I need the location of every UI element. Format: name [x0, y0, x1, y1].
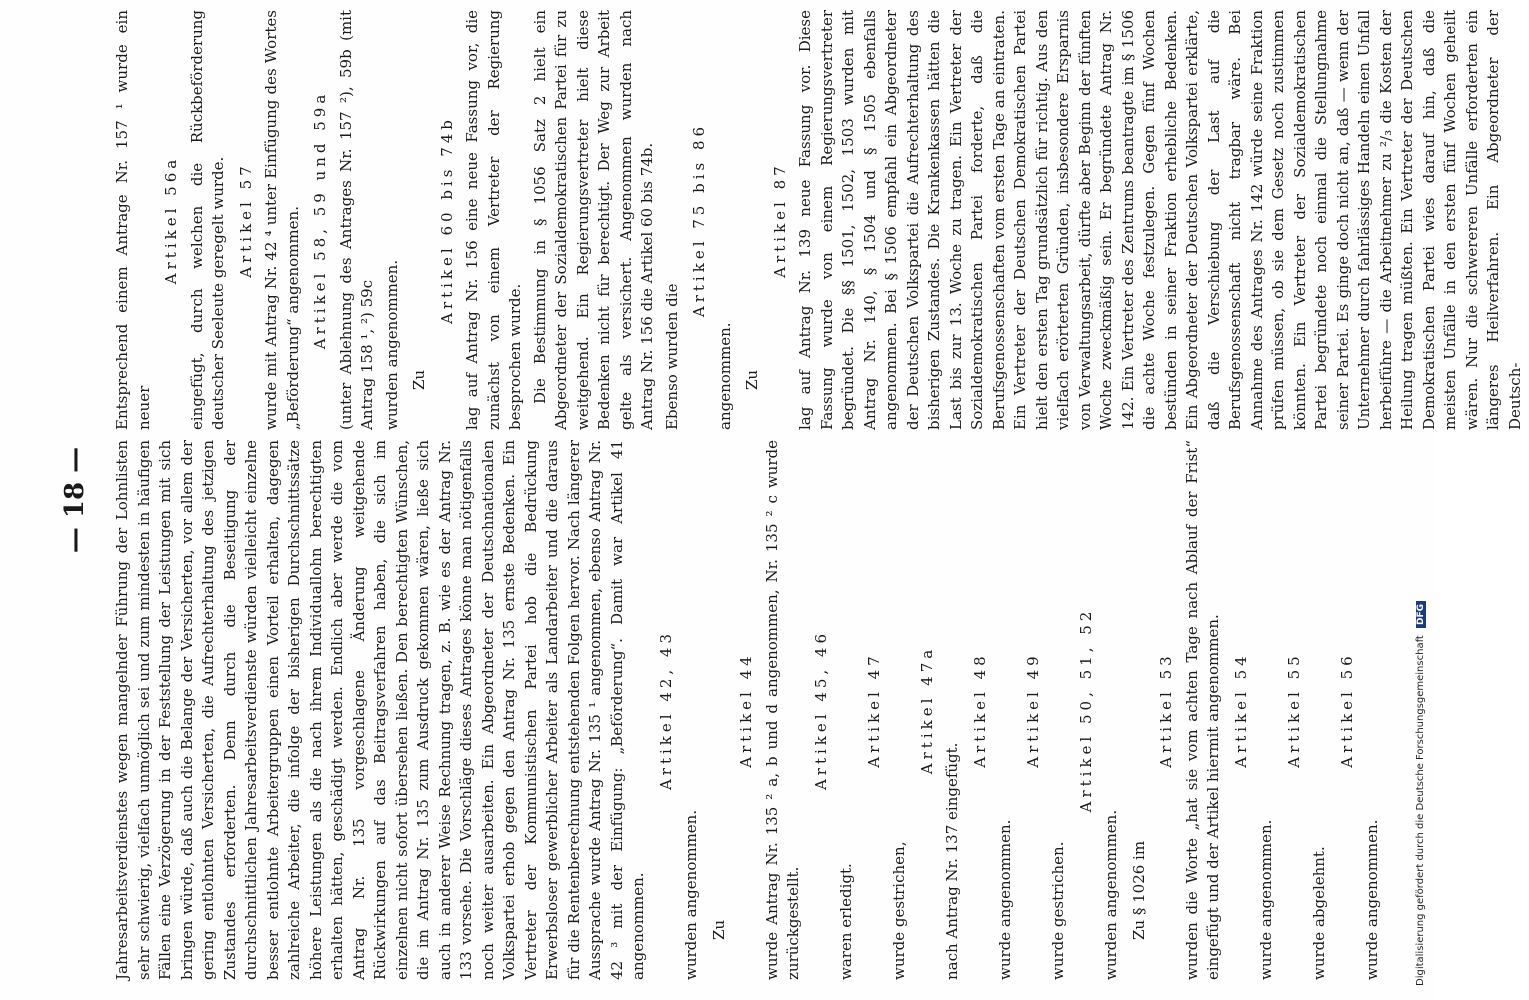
zu-label: Zu — [709, 919, 728, 940]
paragraph: Jahresarbeitsverdienstes wegen mangelnder Führung der Lohnlisten sehr schwierig, vielfach unmöglich sei und zum mindesten in häufigen Fällen eine Verzögerung in der Feststellung der Leistungen mit sich bringen würde, daß auch die Belange der Versicherten, vor allem der gering entlohnten Versicherten, die Aufrechterhaltung des jetzigen Zustandes erforderten. Denn durch die Beseitigung der durchschnittlichen Jahresarbeitsverdienste würden vielleicht einzelne besser entlohnte Arbeitergruppen einen Vorteil erhalten, dagegen zahlreiche Arbeiter, die infolge der bisherigen Durchschnittssätze höhere Leistungen als die nach ihrem Individuallohn berechtigten erhalten hätten, geschädigt werden. Endlich aber werde die vom Antrag Nr. 135 vorgeschlagene Änderung weitgehende Rückwirkungen auf das Beitragsverfahren haben, die sich im einzelnen nicht sofort übersehen ließen. Den berechtigten Wünschen, die im Antrag Nr. 135 zum Ausdruck gekommen wären, ließe sich auch in anderer Weise Rechnung tragen, z. B. wie es der Antrag Nr. 133 vorsehe. Die Vorschläge dieses Antrages könne man nötigenfalls noch weiter ausarbeiten. Ein Abgeordneter der Deutschnationalen Volkspartei erhob gegen den Antrag Nr. 135 ernste Bedenken. Ein Vertreter der Kommunistischen Partei hob die Bedrückung Erwerbsloser gewerblicher Arbeiter als Landarbeiter und die daraus für die Rentenberechnung entstehenden Folgen hervor. Nach längerer Aussprache wurde Antrag Nr. 135 ¹ angenommen, ebenso Antrag Nr. 42 ³ mit der Einfügung: „Beförderung“. Damit war Artikel 41 angenommen. — [113, 440, 647, 980]
zu-label: Zu — [743, 369, 761, 390]
paragraph: wurde gestrichen. — [1049, 841, 1067, 980]
paragraph: wurden angenommen. — [682, 809, 700, 980]
paragraph: wurde angenommen. — [996, 819, 1014, 980]
paragraph: nach Antrag Nr. 137 eingefügt. — [943, 742, 961, 980]
article-heading: Artikel 54 — [1231, 652, 1250, 768]
article-heading: Artikel 53 — [1157, 652, 1175, 768]
article-heading: Artikel 45, 46 — [811, 629, 830, 791]
paragraph: wurde mit Antrag Nr. 42 ⁴ unter Einfügung des Wortes „Beförderung“ angenommen. — [262, 10, 302, 430]
paragraph: waren erledigt. — [837, 863, 855, 980]
article-heading: Artikel 42, 43 — [656, 629, 675, 791]
paragraph: wurde abgelehnt. — [1310, 846, 1328, 980]
article-heading: Artikel 56 — [1337, 652, 1356, 768]
paragraph: wurde angenommen. — [1257, 819, 1275, 980]
paragraph: eingefügt, durch welchen die Rückbeförderung deutscher Seeleute geregelt wurde. — [187, 10, 227, 430]
left-column — [112, 440, 1387, 980]
paragraph: Ebenso wurden die — [662, 283, 681, 430]
paragraph: wurden angenommen. — [1102, 809, 1120, 980]
zu-label: Zu § 1026 im — [1129, 840, 1148, 940]
paragraph: wurden die Worte „hat sie vom achten Tage nach Ablauf der Frist“ eingefügt und der Artikel hiermit angenommen. — [1182, 440, 1222, 980]
article-heading: Artikel 44 — [737, 652, 755, 768]
page-number: — 18 — — [60, 446, 90, 554]
article-heading: Artikel 47a — [917, 645, 936, 775]
paragraph: Die Bestimmung in § 1056 Satz 2 hielt ein Abgeordneter der Sozialdemokratischen Partei für zu weitgehend. Ein Regierungsvertreter hielt diese Bedenken nicht für berechtigt. Der Weg zur Arbeit gelte als versichert. Angenommen wurden nach Antrag Nr. 156 die Artikel 60 bis 74b. — [530, 10, 656, 430]
paragraph: lag auf Antrag Nr. 156 eine neue Fassung vor, die zunächst von einem Vertreter der Regierung besprochen wurde. — [463, 10, 524, 430]
paragraph: wurde Antrag Nr. 135 ² a, b und d angenommen, Nr. 135 ² c wurde zurückgestellt. — [762, 440, 802, 980]
paragraph: wurden angenommen. — [382, 259, 401, 430]
article-heading: Artikel 75 bis 86 — [690, 122, 708, 318]
dfg-logo: DFG — [1416, 601, 1426, 628]
paragraph: Entsprechend einem Antrage Nr. 157 ¹ wurde ein neuer — [113, 10, 153, 430]
article-heading: Artikel 87 — [770, 162, 789, 278]
article-heading: Artikel 47 — [864, 652, 883, 768]
article-heading: Artikel 49 — [1023, 652, 1042, 768]
paragraph: wurde angenommen. — [1363, 819, 1381, 980]
article-heading: Artikel 55 — [1284, 652, 1303, 768]
article-heading: Artikel 56a — [162, 155, 180, 285]
right-column — [112, 10, 1529, 430]
article-heading: Artikel 50, 51, 52 — [1076, 607, 1095, 813]
article-heading: Artikel 60 bis 74b — [437, 116, 456, 324]
paragraph: angenommen. — [715, 322, 734, 430]
footer — [1415, 0, 1426, 1000]
article-heading: Artikel 58, 59 und 59a — [311, 90, 329, 350]
paragraph: lag auf Antrag Nr. 139 neue Fassung vor. Diese Fassung wurde von einem Regierungsvertreter begründet. Die §§ 1501, 1502, 1503 wurden mit Antrag Nr. 140, § 1504 und § 1505 ebenfalls angenommen. Bei § 1506 empfahl ein Abgeordneter der Deutschen Volkspartei die Aufrechterhaltung des bisherigen Zustandes. Die Krankenkassen hätten die Last bis zur 13. Woche zu tragen. Ein Vertreter der Sozialdemokratischen Partei forderte, daß die Berufsgenossenschaften vom ersten Tage an eintraten. Ein Vertreter der Deutschen Demokratischen Partei hielt den ersten Tag grundsätzlich für richtig. Aus den vielfach erörterten Gründen, insbesondere Ersparnis von Verwaltungsarbeit, dürfte aber Beginn der fünften Woche zweckmäßig sein. Er begründete Antrag Nr. 142. Ein Vertreter des Zentrums beantragte im § 1506 die achte Woche festzulegen. Gegen fünf Wochen bestünden in seiner Fraktion erhebliche Bedenken. Ein Abgeordneter der Deutschen Volkspartei erklärte, daß die Verschiebung der Last auf die Berufsgenossenschaft nicht tragbar wäre. Bei Annahme des Antrages Nr. 142 würde seine Fraktion prüfen müssen, ob sie dem Gesetz noch zustimmen könnten. Ein Vertreter der Sozialdemokratischen Partei begründete noch einmal die Stellungnahme seiner Partei. Es ginge doch nicht an, daß — wenn der Unternehmer durch fahrlässiges Handeln einen Unfall herbeiführe — die Arbeitnehmer zu ²/₃ die Kosten der Heilung tragen müßten. Ein Vertreter der Deutschen Demokratischen Partei wies darauf hin, daß die meisten Unfälle in den ersten fünf Wochen geheilt wären. Nur die schwereren Unfälle erforderten ein längeres Heilverfahren. Ein Abgeordneter der Deutsch- — [796, 10, 1524, 430]
zu-label: Zu — [410, 369, 428, 390]
paragraph: (unter Ablehnung des Antrages Nr. 157 ²), 59b (mit Antrag 158 ¹, ²) 59c — [336, 10, 376, 430]
footer-text: Digitalisierung gefördert durch die Deutsche Forschungsgemeinschaft — [1415, 635, 1426, 986]
paragraph: wurde gestrichen, — [890, 841, 908, 980]
article-heading: Artikel 48 — [970, 652, 989, 768]
article-heading: Artikel 57 — [236, 162, 255, 278]
